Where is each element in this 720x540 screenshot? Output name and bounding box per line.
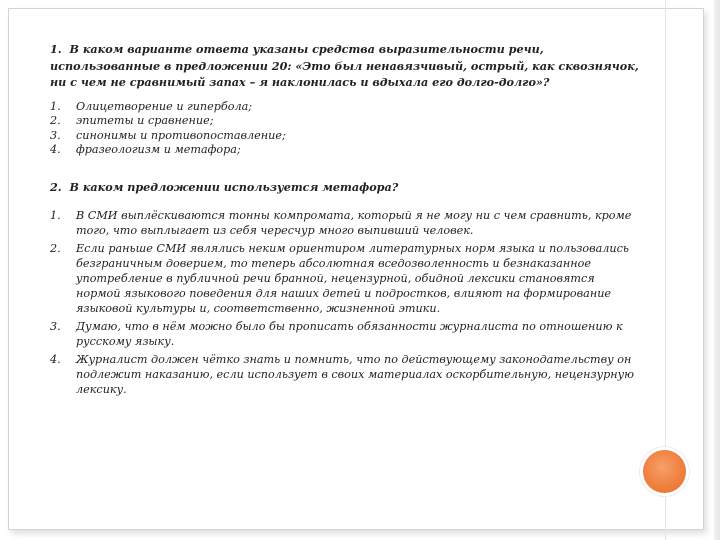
option-number: 4. <box>50 143 61 156</box>
option-number: 1. <box>50 209 61 222</box>
option-number: 3. <box>50 320 61 333</box>
option-text: Если раньше СМИ являлись неким ориентиром литературных норм языка и пользовались безграничным доверием, то теперь абсолютная вседозволенность и безнаказанное употребление в публичной речи бранной, нецензурной, обидной лексики становятся нормой языкового поведения для наших детей и подростков, влияют на формирование языковой культуры и, соответственно, жизненной этики. <box>76 242 629 315</box>
question-2-number: 2. <box>50 179 62 194</box>
option-number: 3. <box>50 128 61 142</box>
question-1-number: 1. <box>50 42 62 56</box>
option-number: 1. <box>50 99 61 113</box>
option-text: Думаю, что в нём можно было бы прописать обязанности журналиста по отношению к русскому языку. <box>76 320 623 348</box>
option-text: Олицетворение и гипербола; <box>76 99 253 113</box>
question-1 <box>50 41 640 91</box>
option-item <box>50 143 640 158</box>
option-item <box>50 352 640 397</box>
option-item <box>50 129 640 144</box>
option-number: 4. <box>50 353 61 366</box>
question-1-text: В каком варианте ответа указаны средства выразительности речи, использованные в предложении 20: «Это был ненавязчивый, острый, как сквознячок, ни с чем не сравнимый запах – я наклонилась и вдыхала его долго-долго»? <box>50 42 639 89</box>
option-number: 2. <box>50 242 61 255</box>
option-text: Журналист должен чётко знать и помнить, что по действующему законодательству он подлежит наказанию, если использует в своих материалах оскорбительную, нецензурную лексику. <box>76 353 634 396</box>
question-1-options <box>50 100 640 158</box>
question-2-options <box>50 208 640 397</box>
option-text: В СМИ выплёскиваются тонны компромата, который я не могу ни с чем сравнить, кроме того, что выплыгает из себя чересчур много выпивший человек. <box>76 209 632 237</box>
option-item <box>50 114 640 129</box>
right-edge-strip <box>714 0 720 540</box>
option-item <box>50 319 640 349</box>
orange-circle-decoration <box>643 450 686 493</box>
option-text: эпитеты и сравнение; <box>76 114 214 127</box>
option-item <box>50 100 640 115</box>
option-item <box>50 241 640 316</box>
option-item <box>50 208 640 238</box>
option-number: 2. <box>50 114 61 127</box>
question-2 <box>50 179 640 196</box>
option-text: фразеологизм и метафора; <box>76 143 241 156</box>
question-2-text: В каком предложении используется метафора? <box>69 179 399 194</box>
option-text: синонимы и противопоставление; <box>76 128 286 142</box>
slide-content <box>50 41 640 400</box>
